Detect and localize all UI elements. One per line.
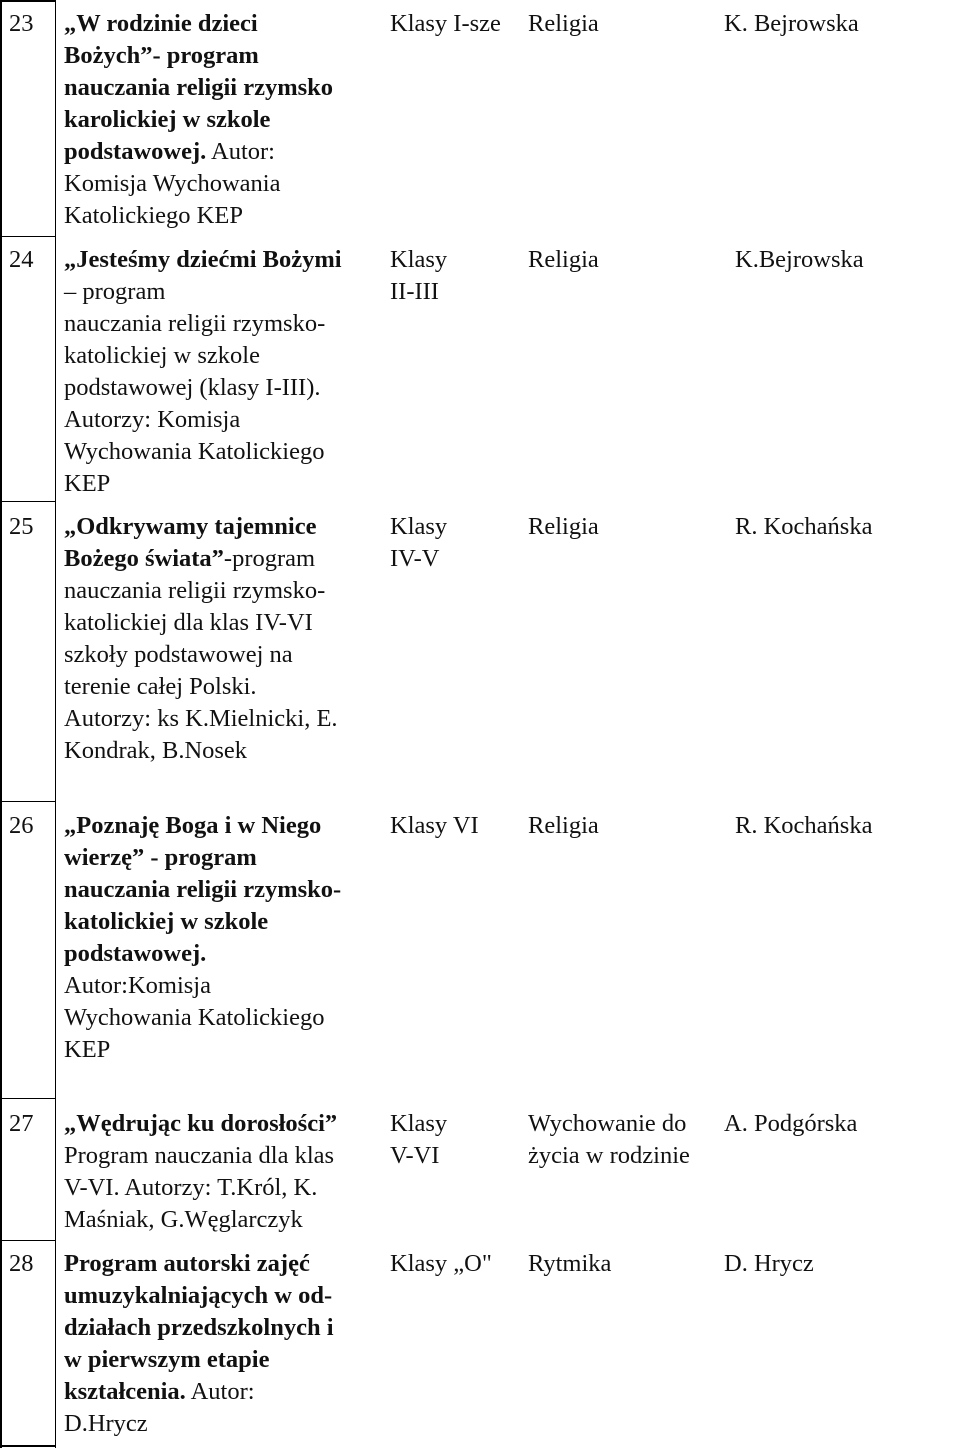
row-divider	[0, 801, 56, 802]
program-cell	[64, 810, 341, 1066]
row-divider	[0, 1240, 56, 1241]
table-border-bottom	[0, 1445, 56, 1447]
klasy-line: V-VI	[390, 1142, 440, 1169]
program-line: „Odkrywamy tajemnice	[64, 513, 317, 540]
klasy-line: II-III	[390, 278, 439, 305]
przedmiot-cell	[528, 244, 599, 276]
klasy-cell	[390, 810, 479, 842]
row-number: 26	[9, 812, 34, 839]
nauczyciel-cell	[724, 8, 859, 40]
table-border-left	[0, 0, 2, 1448]
przedmiot-line: Wychowanie do	[528, 1110, 687, 1137]
program-line: działach przedszkolnych i	[64, 1314, 334, 1341]
row-number: 27	[9, 1110, 34, 1137]
program-cell	[64, 511, 338, 767]
przedmiot-line: Religia	[528, 812, 599, 839]
przedmiot-cell	[528, 511, 599, 543]
program-line: Program autorski zajęć	[64, 1250, 310, 1277]
row-divider	[0, 501, 56, 502]
nauczyciel-cell	[735, 511, 872, 543]
nauczyciel-line: R. Kochańska	[735, 513, 873, 540]
przedmiot-line: życia w rodzinie	[528, 1142, 690, 1169]
program-line: KEP	[64, 470, 111, 497]
klasy-cell	[390, 244, 447, 308]
nauczyciel-cell	[735, 810, 872, 842]
nauczyciel-line: R. Kochańska	[735, 812, 873, 839]
nauczyciel-line: K.Bejrowska	[735, 246, 864, 273]
program-line: Bożego świata”-program	[64, 545, 316, 572]
program-line: Program nauczania dla klas	[64, 1142, 335, 1169]
program-line: nauczania religii rzymsko-	[64, 876, 342, 903]
klasy-line: Klasy „O"	[390, 1250, 492, 1277]
klasy-line: IV-V	[390, 545, 440, 572]
program-line: D.Hrycz	[64, 1410, 148, 1437]
program-cell	[64, 1108, 337, 1236]
program-line: „Poznaję Boga i w Niego	[64, 812, 322, 839]
klasy-line: Klasy VI	[390, 812, 479, 839]
program-line: w pierwszym etapie	[64, 1346, 270, 1373]
klasy-cell	[390, 1248, 492, 1280]
nauczyciel-cell	[735, 244, 864, 276]
program-line: nauczania religii rzymsko	[64, 74, 334, 101]
program-line: „Jesteśmy dziećmi Bożymi	[64, 246, 342, 273]
program-cell	[64, 8, 333, 232]
row-number: 28	[9, 1250, 34, 1277]
row-divider	[0, 236, 56, 237]
table-border-top	[0, 0, 56, 2]
przedmiot-line: Religia	[528, 246, 599, 273]
klasy-cell	[390, 511, 447, 575]
program-line: podstawowej.	[64, 940, 207, 967]
klasy-line: Klasy	[390, 246, 448, 273]
program-line: podstawowej (klasy I-III).	[64, 374, 321, 401]
program-line: podstawowej. Autor:	[64, 138, 275, 165]
klasy-line: Klasy I-sze	[390, 10, 501, 37]
row-number: 24	[9, 246, 34, 273]
program-line: karolickiej w szkole	[64, 106, 271, 133]
program-line: nauczania religii rzymsko-	[64, 577, 326, 604]
program-cell	[64, 244, 342, 500]
nauczyciel-cell	[724, 1108, 857, 1140]
przedmiot-line: Religia	[528, 10, 599, 37]
program-line: KEP	[64, 1036, 111, 1063]
klasy-cell	[390, 1108, 447, 1172]
przedmiot-cell	[528, 1108, 690, 1172]
program-line: Autorzy: ks K.Mielnicki, E.	[64, 705, 338, 732]
program-cell	[64, 1248, 334, 1440]
program-line: szkoły podstawowej na	[64, 641, 293, 668]
program-line: Autorzy: Komisja	[64, 406, 241, 433]
program-line: „Wędrując ku dorosłości”	[64, 1110, 338, 1137]
program-line: katolickiej dla klas IV-VI	[64, 609, 313, 636]
row-number: 25	[9, 513, 34, 540]
przedmiot-cell	[528, 1248, 611, 1280]
column-divider	[55, 0, 56, 1448]
program-line: kształcenia. Autor:	[64, 1378, 255, 1405]
klasy-cell	[390, 8, 501, 40]
nauczyciel-line: K. Bejrowska	[724, 10, 859, 37]
nauczyciel-line: D. Hrycz	[724, 1250, 814, 1277]
przedmiot-cell	[528, 810, 599, 842]
program-line: Maśniak, G.Węglarczyk	[64, 1206, 303, 1233]
przedmiot-line: Religia	[528, 513, 599, 540]
program-line: terenie całej Polski.	[64, 673, 257, 700]
row-number: 23	[9, 10, 34, 37]
program-line: Wychowania Katolickiego	[64, 1004, 325, 1031]
program-line: wierzę” - program	[64, 844, 257, 871]
program-line: Wychowania Katolickiego	[64, 438, 325, 465]
nauczyciel-cell	[724, 1248, 814, 1280]
program-line: V-VI. Autorzy: T.Król, K.	[64, 1174, 318, 1201]
program-line: umuzykalniających w od-	[64, 1282, 333, 1309]
program-line: nauczania religii rzymsko-	[64, 310, 326, 337]
program-line: Komisja Wychowania	[64, 170, 281, 197]
program-line: Katolickiego KEP	[64, 202, 243, 229]
program-line: Bożych”- program	[64, 42, 259, 69]
program-line: Kondrak, B.Nosek	[64, 737, 248, 764]
program-line: katolickiej w szkole	[64, 342, 260, 369]
program-line: „W rodzinie dzieci	[64, 10, 258, 37]
program-line: katolickiej w szkole	[64, 908, 269, 935]
nauczyciel-line: A. Podgórska	[724, 1110, 858, 1137]
przedmiot-line: Rytmika	[528, 1250, 612, 1277]
przedmiot-cell	[528, 8, 599, 40]
klasy-line: Klasy	[390, 1110, 448, 1137]
row-divider	[0, 1098, 56, 1099]
klasy-line: Klasy	[390, 513, 448, 540]
program-line: Autor:Komisja	[64, 972, 211, 999]
program-line: – program	[64, 278, 166, 305]
